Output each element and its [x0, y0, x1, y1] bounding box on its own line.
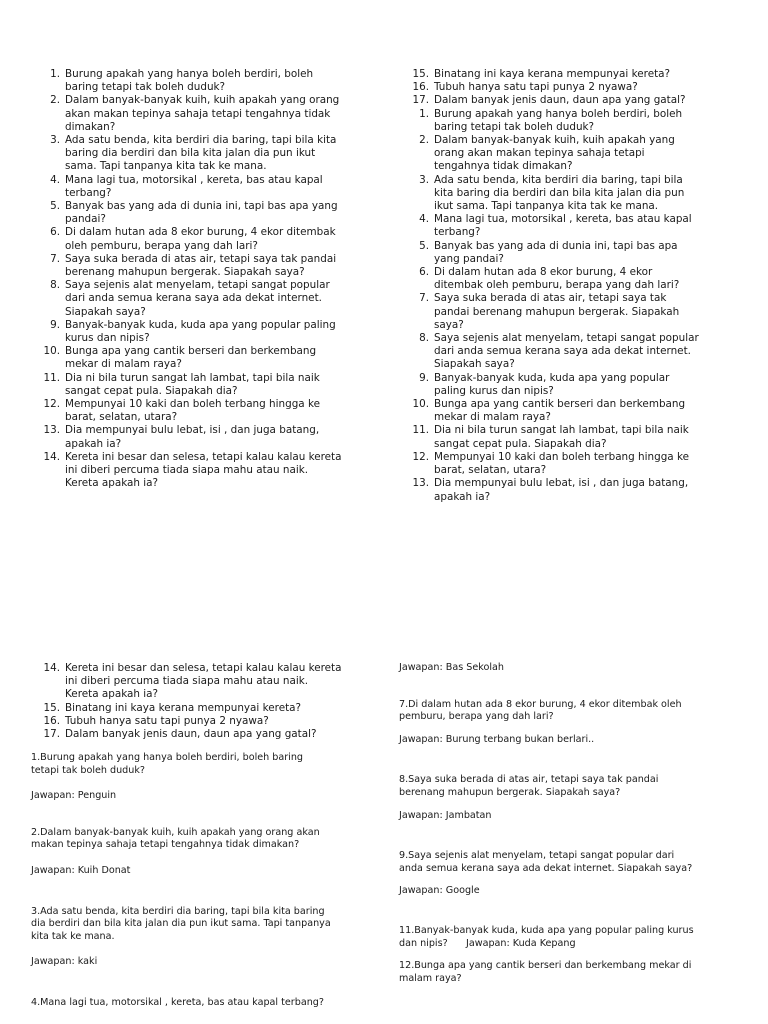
list-item — [411, 240, 703, 266]
question-4: 4.Mana lagi tua, motorsikal , kereta, bas atau kapal terbang? — [31, 996, 324, 1008]
item-number: 14. — [43, 450, 60, 463]
list-item — [411, 134, 703, 174]
item-text: Saya sejenis alat menyelam, tetapi sangat popular dari anda semua kerana saya ada dekat internet. Siapakah saya? — [65, 279, 330, 318]
item-number: 11. — [412, 424, 429, 437]
list-item — [42, 68, 342, 94]
item-text: Burung apakah yang hanya boleh berdiri, boleh baring tetapi tak boleh duduk? — [65, 68, 314, 94]
item-text: Dalam banyak-banyak kuih, kuih apakah yang orang akan makan tepinya sahaja tetapi tengahnya tidak dimakan? — [434, 134, 675, 173]
item-number: 2. — [50, 94, 60, 107]
item-number: 3. — [419, 173, 429, 186]
item-text: Dalam banyak jenis daun, daun apa yang gatal? — [434, 94, 686, 107]
item-text: Tubuh hanya satu tapi punya 2 nyawa? — [65, 714, 269, 727]
answer-8: Jawapan: Jambatan — [399, 809, 492, 821]
item-text: Banyak bas yang ada di dunia ini, tapi bas apa yang pandai? — [65, 200, 338, 226]
question-7: 7.Di dalam hutan ada 8 ekor burung, 4 ekor ditembak oleh pemburu, berapa yang dah lari? — [399, 698, 682, 723]
answer-5: Jawapan: Bas Sekolah — [399, 662, 504, 673]
item-number: 5. — [50, 200, 60, 213]
item-text: Binatang ini kaya kerana mempunyai kereta? — [65, 701, 302, 714]
riddle-list-page1-right — [411, 68, 703, 504]
item-number: 14. — [43, 662, 60, 674]
list-item — [411, 174, 703, 214]
list-item — [411, 292, 703, 332]
list-item — [411, 108, 703, 134]
question-11: 11.Banyak-banyak kuda, kuda apa yang popular paling kurus dan nipis? — [399, 924, 694, 949]
item-text: Mana lagi tua, motorsikal , kereta, bas atau kapal terbang? — [65, 173, 323, 199]
item-number: 10. — [412, 398, 429, 411]
item-number: 16. — [412, 81, 429, 94]
item-number: 8. — [50, 279, 60, 292]
item-text: Bunga apa yang cantik berseri dan berkembang mekar di malam raya? — [434, 398, 686, 424]
item-number: 2. — [419, 134, 429, 147]
list-item — [411, 372, 703, 398]
answer-section-right — [399, 662, 699, 985]
list-item — [42, 134, 342, 174]
list-item — [411, 266, 703, 292]
item-text: Banyak-banyak kuda, kuda apa yang popular paling kurus dan nipis? — [65, 318, 336, 345]
item-text: Dalam banyak jenis daun, daun apa yang gatal? — [65, 728, 317, 741]
question-3: 3.Ada satu benda, kita berdiri dia baring, tapi bila kita baring dia berdiri dan bila kita jalan dia pun ikut sama. Tapi tanpanya kita tak ke mana. — [31, 905, 331, 942]
list-item — [411, 68, 703, 81]
list-item — [42, 728, 342, 741]
item-number: 17. — [43, 728, 60, 741]
item-number: 10. — [43, 345, 60, 358]
list-item — [42, 372, 342, 398]
item-text: Tubuh hanya satu tapi punya 2 nyawa? — [434, 81, 638, 94]
item-text: Kereta ini besar dan selesa, tetapi kalau kalau kereta ini diberi percuma tiada siapa mahu atau naik. Kereta apakah ia? — [65, 450, 342, 490]
item-number: 4. — [419, 213, 429, 226]
answer-7: Jawapan: Burung terbang bukan berlari.. — [399, 733, 595, 745]
item-text: Di dalam hutan ada 8 ekor burung, 4 ekor ditembak oleh pemburu, berapa yang dah lari? — [65, 226, 336, 252]
riddle-ordered-list — [42, 662, 342, 741]
list-item — [42, 345, 342, 371]
item-number: 11. — [43, 371, 60, 384]
question-11-with-answer — [399, 925, 699, 950]
item-text: Mempunyai 10 kaki dan boleh terbang hingga ke barat, selatan, utara? — [434, 450, 690, 477]
list-item — [411, 332, 703, 372]
item-text: Mempunyai 10 kaki dan boleh terbang hingga ke barat, selatan, utara? — [65, 398, 321, 424]
item-number: 9. — [419, 371, 429, 384]
list-item — [42, 319, 342, 345]
item-text: Saya sejenis alat menyelam, tetapi sangat popular dari anda semua kerana saya ada dekat internet. Siapakah saya? — [434, 332, 699, 371]
item-text: Ada satu benda, kita berdiri dia baring, tapi bila kita baring dia berdiri dan bila kita jalan dia pun ikut sama. Tapi tanpanya kita tak ke mana. — [65, 134, 337, 173]
list-item — [42, 398, 342, 424]
list-item — [42, 702, 342, 715]
list-item — [411, 398, 703, 424]
item-number: 3. — [50, 134, 60, 147]
list-item — [411, 94, 703, 107]
item-number: 13. — [43, 424, 60, 437]
item-text: Burung apakah yang hanya boleh berdiri, boleh baring tetapi tak boleh duduk? — [434, 107, 683, 133]
riddle-ordered-list — [42, 68, 342, 491]
item-text: Dia ni bila turun sangat lah lambat, tapi bila naik sangat cepat pula. Siapakah dia? — [434, 424, 689, 450]
riddle-ordered-list — [411, 68, 703, 504]
list-item — [42, 253, 342, 279]
item-number: 1. — [50, 68, 60, 80]
answer-9: Jawapan: Google — [399, 885, 480, 897]
item-number: 7. — [50, 252, 60, 265]
list-item — [411, 213, 703, 239]
item-text: Kereta ini besar dan selesa, tetapi kalau kalau kereta ini diberi percuma tiada siapa mahu atau naik. Kereta apakah ia? — [65, 662, 342, 701]
item-text: Bunga apa yang cantik berseri dan berkembang mekar di malam raya? — [65, 345, 317, 371]
item-text: Ada satu benda, kita berdiri dia baring, tapi bila kita baring dia berdiri dan bila kita jalan dia pun ikut sama. Tapi tanpanya kita tak ke mana. — [434, 173, 685, 213]
riddle-list-page1-left — [42, 68, 342, 491]
item-text: Banyak-banyak kuda, kuda apa yang popular paling kurus dan nipis? — [434, 371, 670, 397]
list-item — [42, 200, 342, 226]
item-text: Dia mempunyai bulu lebat, isi , dan juga batang, apakah ia? — [65, 424, 320, 450]
list-item — [42, 662, 342, 702]
answer-section-left — [31, 752, 331, 1010]
item-number: 12. — [43, 398, 60, 411]
question-1: 1.Burung apakah yang hanya boleh berdiri, boleh baring tetapi tak boleh duduk? — [31, 752, 304, 776]
list-item — [42, 226, 342, 252]
item-text: Dia ni bila turun sangat lah lambat, tapi bila naik sangat cepat pula. Siapakah dia? — [65, 371, 320, 397]
answer-3: Jawapan: kaki — [31, 956, 98, 968]
item-text: Binatang ini kaya kerana mempunyai kereta? — [434, 68, 671, 80]
item-text: Mana lagi tua, motorsikal , kereta, bas atau kapal terbang? — [434, 213, 692, 239]
question-8: 8.Saya suka berada di atas air, tetapi saya tak pandai berenang mahupun bergerak. Siapakah saya? — [399, 774, 659, 798]
answer-1: Jawapan: Penguin — [31, 790, 117, 802]
question-9: 9.Saya sejenis alat menyelam, tetapi sangat popular dari anda semua kerana saya ada dekat internet. Siapakah saya? — [399, 850, 693, 874]
question-12: 12.Bunga apa yang cantik berseri dan berkembang mekar di malam raya? — [399, 960, 692, 984]
item-number: 15. — [43, 701, 60, 714]
item-text: Dia mempunyai bulu lebat, isi , dan juga batang, apakah ia? — [434, 477, 689, 503]
list-item — [42, 715, 342, 728]
item-number: 12. — [412, 450, 429, 463]
item-text: Banyak bas yang ada di dunia ini, tapi bas apa yang pandai? — [434, 239, 678, 265]
item-text: Saya suka berada di atas air, tetapi saya tak pandai berenang mahupun bergerak. Siapakah saya? — [65, 252, 337, 279]
question-2: 2.Dalam banyak-banyak kuih, kuih apakah yang orang akan makan tepinya sahaja tetapi tengahnya tidak dimakan? — [31, 826, 320, 851]
item-text: Saya suka berada di atas air, tetapi saya tak pandai berenang mahupun bergerak. Siapakah saya? — [434, 292, 680, 331]
item-number: 8. — [419, 332, 429, 345]
list-item — [411, 451, 703, 477]
list-item — [411, 477, 703, 503]
item-number: 16. — [43, 714, 60, 727]
item-number: 15. — [412, 68, 429, 80]
item-number: 6. — [50, 226, 60, 239]
item-number: 7. — [419, 292, 429, 305]
item-number: 17. — [412, 94, 429, 107]
riddle-list-page2-left — [42, 662, 342, 741]
list-item — [42, 94, 342, 134]
list-item — [42, 451, 342, 491]
item-number: 1. — [419, 107, 429, 120]
item-text: Di dalam hutan ada 8 ekor burung, 4 ekor ditembak oleh pemburu, berapa yang dah lari? — [434, 266, 680, 292]
answer-2: Jawapan: Kuih Donat — [31, 864, 131, 876]
item-number: 5. — [419, 239, 429, 252]
list-item — [42, 424, 342, 450]
item-text: Dalam banyak-banyak kuih, kuih apakah yang orang akan makan tepinya sahaja tetapi tengahnya tidak dimakan? — [65, 94, 340, 133]
item-number: 4. — [50, 173, 60, 186]
list-item — [42, 174, 342, 200]
list-item — [411, 424, 703, 450]
list-item — [411, 81, 703, 94]
item-number: 6. — [419, 266, 429, 279]
item-number: 13. — [412, 477, 429, 490]
answer-11: Jawapan: Kuda Kepang — [466, 937, 576, 949]
item-number: 9. — [50, 318, 60, 331]
list-item — [42, 279, 342, 319]
